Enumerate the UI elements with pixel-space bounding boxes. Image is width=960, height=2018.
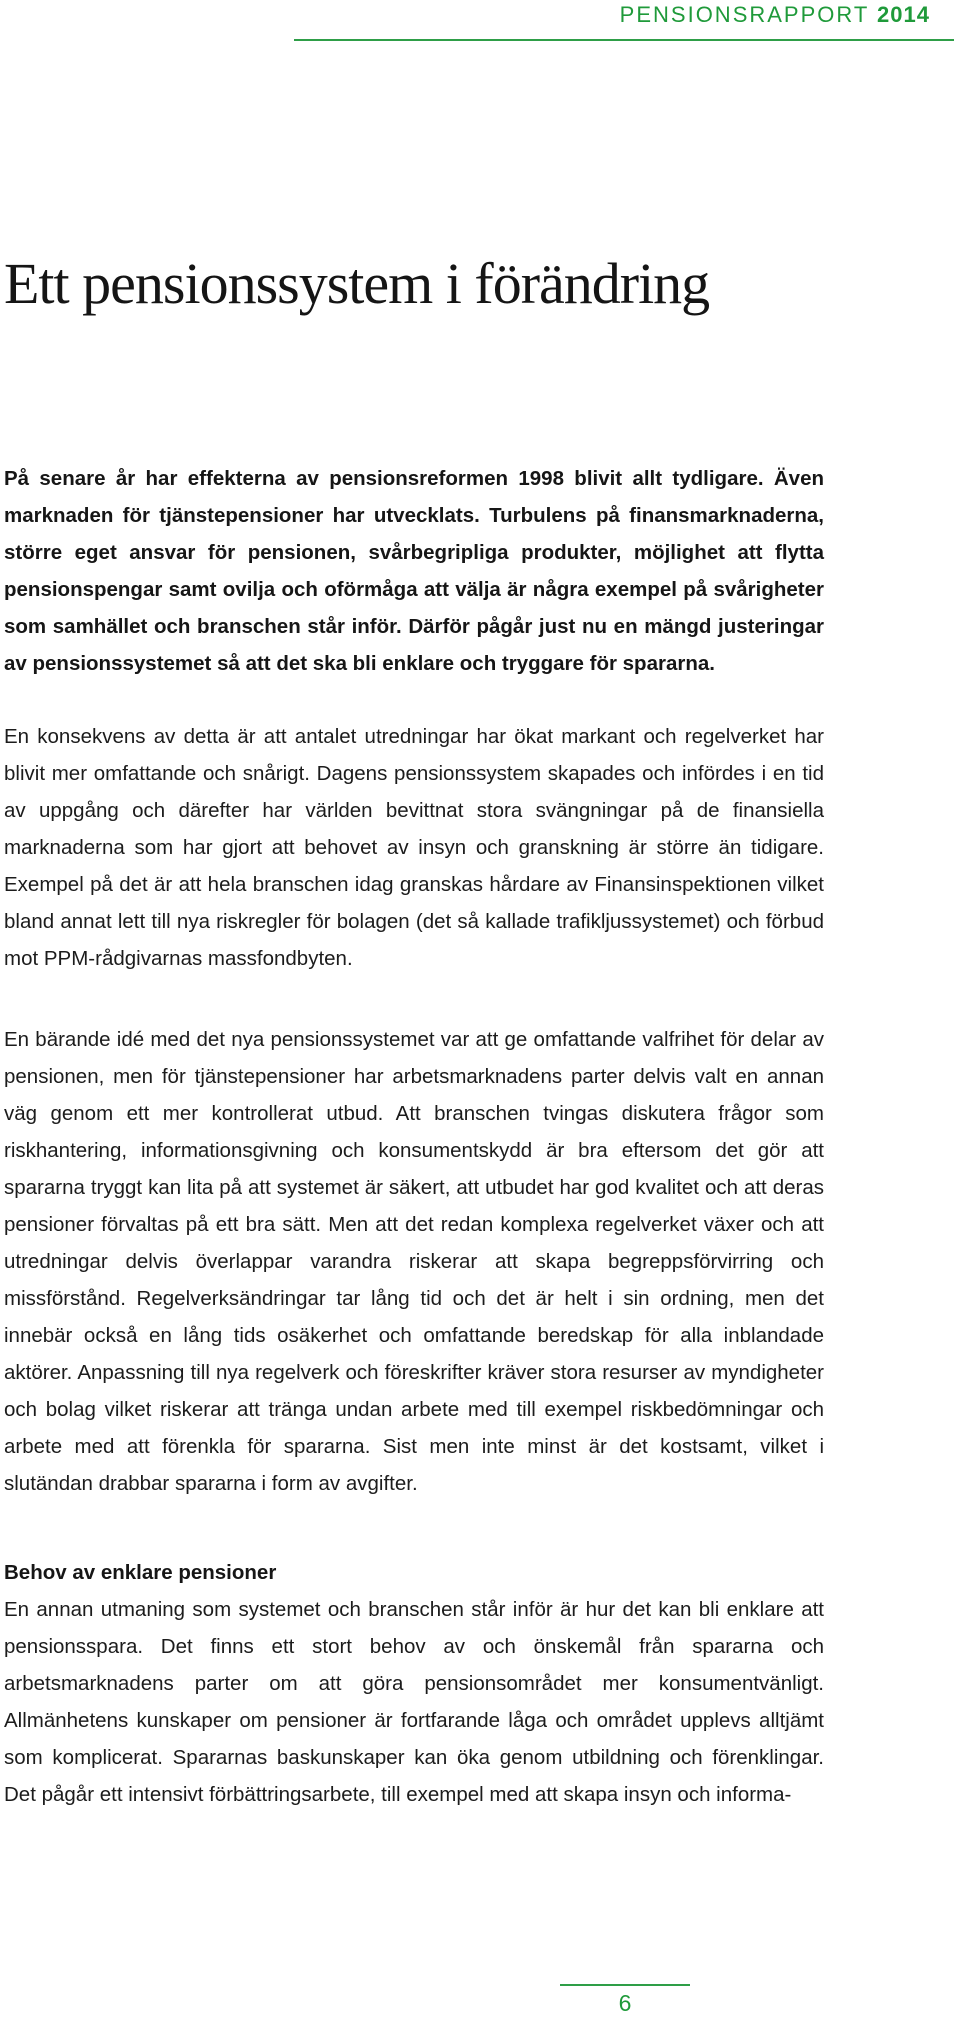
section-paragraph: En annan utmaning som systemet och branschen står inför är hur det kan bli enklare att pensionsspara. Det finns ett stort behov av och önskemål från spararna och arbetsmarknadens parter om att göra pensionsområdet mer konsumentvänligt. Allmänhetens kunskaper om pensioner är fortfarande låga och området upplevs alltjämt som komplicerat. Spararnas baskunskaper kan öka genom utbildning och förenklingar. Det pågår ett intensivt förbättringsarbete, till exempel med att skapa insyn och informa- [4, 1598, 824, 1806]
body-paragraph-1: En konsekvens av detta är att antalet utredningar har ökat markant och regelverket har blivit mer omfattande och snårigt. Dagens pensionssystem skapades och infördes i en tid av uppgång och därefter har världen bevittnat stora svängningar på de finansiella marknaderna som har gjort att behovet av insyn och granskning är större än tidigare. Exempel på det är att hela branschen idag granskas hårdare av Finansinspektionen vilket bland annat lett till nya riskregler för bolagen (det så kallade trafikljussystemet) och förbud mot PPM-rådgivarnas massfondbyten. [4, 725, 824, 970]
report-header-year: 2014 [877, 2, 930, 27]
lead-paragraph: På senare år har effekterna av pensionsreformen 1998 blivit allt tydligare. Även marknaden för tjänstepensioner har utvecklats. Turbulens på finansmarknaderna, större eget ansvar för pensionen, svårbegripliga produkter, möjlighet att flytta pensionspengar samt ovilja och oförmåga att välja är några exempel på svårigheter som samhället och branschen står inför. Därför pågår just nu en mängd justeringar av pensionssystemet så att det ska bli enklare och tryggare för spararna. [4, 467, 824, 675]
footer-divider [560, 1984, 690, 1986]
report-header [620, 2, 930, 28]
page-title: Ett pensionssystem i förändring [4, 251, 710, 316]
article-body [4, 460, 824, 1813]
section-heading: Behov av enklare pensioner [4, 1561, 277, 1584]
header-divider [294, 39, 954, 41]
body-paragraph-2: En bärande idé med det nya pensionssystemet var att ge omfattande valfrihet för delar av pensionen, men för tjänstepensioner har arbetsmarknadens parter delvis valt en annan väg genom ett mer kontrollerat utbud. Att branschen tvingas diskutera frågor som riskhantering, informationsgivning och konsumentskydd är bra eftersom det gör att spararna tryggt kan lita på att systemet är säkert, att utbudet har god kvalitet och att deras pensioner förvaltas på ett bra sätt. Men att det redan komplexa regelverket växer och att utredningar delvis överlappar varandra riskerar att skapa begreppsförvirring och missförstånd. Regelverksändringar tar lång tid och det är helt i sin ordning, men det innebär också en lång tids osäkerhet och omfattande beredskap för alla inblandade aktörer. Anpassning till nya regelverk och föreskrifter kräver stora resurser av myndigheter och bolag vilket riskerar att tränga undan arbete med till exempel riskbedömningar och arbete med att förenkla för spararna. Sist men inte minst är det kostsamt, vilket i slutändan drabbar spararna i form av avgifter. [4, 1028, 824, 1495]
report-header-label: PENSIONSRAPPORT [619, 2, 869, 27]
page-number: 6 [618, 1990, 632, 2016]
